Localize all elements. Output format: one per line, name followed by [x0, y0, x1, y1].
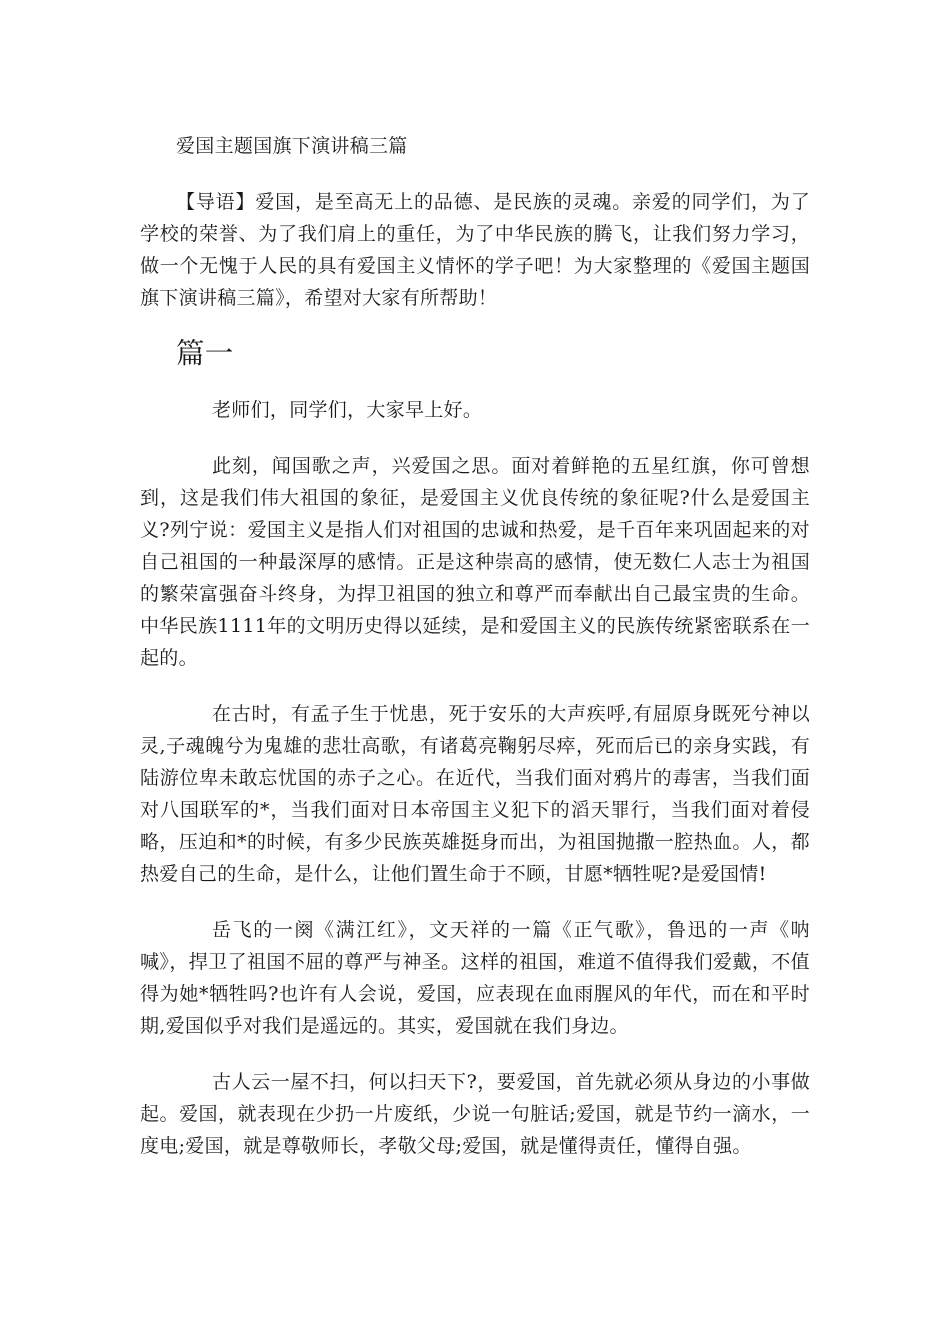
document-body [140, 130, 810, 1186]
greeting-paragraph: 老师们，同学们，大家早上好。 [212, 399, 483, 421]
intro-paragraph: 【导语】爱国，是至高无上的品德、是民族的灵魂。亲爱的同学们，为了学校的荣誉、为了我们肩上的重任，为了中华民族的腾飞，让我们努力学习，做一个无愧于人民的具有爱国主义情怀的学子吧！为大家整理的《爱国主题国旗下演讲稿三篇》，希望对大家有所帮助！ [140, 191, 810, 309]
body-paragraph: 在古时，有孟子生于忧患，死于安乐的大声疾呼,有屈原身既死兮神以灵,子魂魄兮为鬼雄的悲壮高歌，有诸葛亮鞠躬尽瘁，死而后已的亲身实践，有陆游位卑未敢忘忧国的赤子之心。在近代，当我们面对鸦片的毒害，当我们面对八国联军的*，当我们面对日本帝国主义犯下的滔天罪行，当我们面对着侵略，压迫和*的时候，有多少民族英雄挺身而出，为祖国抛撒一腔热血。人，都热爱自己的生命，是什么，让他们置生命于不顾，甘愿*牺牲呢?是爱国情! [140, 703, 810, 885]
body-paragraph: 古人云一屋不扫，何以扫天下?，要爱国，首先就必须从身边的小事做起。爱国，就表现在少扔一片废纸，少说一句脏话;爱国，就是节约一滴水，一度电;爱国，就是尊敬师长，孝敬父母;爱国，就是懂得责任，懂得自强。 [140, 1071, 810, 1157]
document-title: 爱国主题国旗下演讲稿三篇 [176, 135, 408, 157]
section-heading: 篇一 [176, 337, 234, 370]
body-paragraph: 岳飞的一阕《满江红》，文天祥的一篇《正气歌》，鲁迅的一声《呐喊》，捍卫了祖国不屈的尊严与神圣。这样的祖国，难道不值得我们爱戴，不值得为她*牺牲吗?也许有人会说，爱国，应表现在血雨腥风的年代，而在和平时期,爱国似乎对我们是遥远的。其实，爱国就在我们身边。 [140, 919, 810, 1037]
body-paragraph: 此刻，闻国歌之声，兴爱国之思。面对着鲜艳的五星红旗，你可曾想到，这是我们伟大祖国的象征，是爱国主义优良传统的象征呢?什么是爱国主义?列宁说：爱国主义是指人们对祖国的忠诚和热爱，是千百年来巩固起来的对自己祖国的一种最深厚的感情。正是这种崇高的感情，使无数仁人志士为祖国的繁荣富强奋斗终身，为捍卫祖国的独立和尊严而奉献出自己最宝贵的生命。中华民族1111年的文明历史得以延续，是和爱国主义的民族传统紧密联系在一起的。 [140, 455, 810, 669]
